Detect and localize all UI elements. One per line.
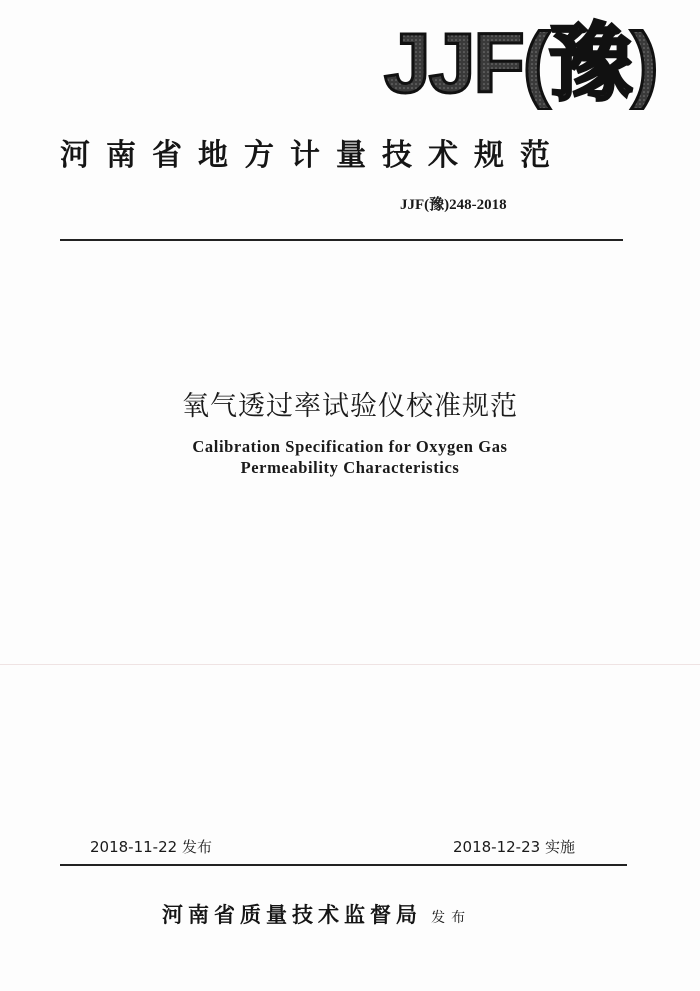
jjf-logo — [382, 10, 682, 110]
implementation-date: 2018-12-23 实施 — [453, 838, 575, 856]
scan-fold-line — [0, 664, 700, 665]
logo-text: JJF(豫) — [384, 16, 657, 110]
footer-divider — [60, 864, 627, 866]
header-title: 河南省地方计量技术规范 — [60, 138, 566, 173]
document-code: JJF(豫)248-2018 — [400, 197, 507, 213]
issuer-organization: 河南省质量技术监督局 — [162, 902, 422, 927]
title-english-line-2: Permeability Characteristics — [240, 458, 460, 477]
title-english-line-1: Calibration Specification for Oxygen Gas — [192, 437, 508, 456]
header-divider — [60, 239, 623, 241]
title-chinese: 氧气透过率试验仪校准规范 — [182, 391, 518, 422]
issuer-verb: 发布 — [431, 910, 472, 926]
issuer — [162, 899, 471, 929]
issue-date: 2018-11-22 发布 — [90, 838, 212, 856]
